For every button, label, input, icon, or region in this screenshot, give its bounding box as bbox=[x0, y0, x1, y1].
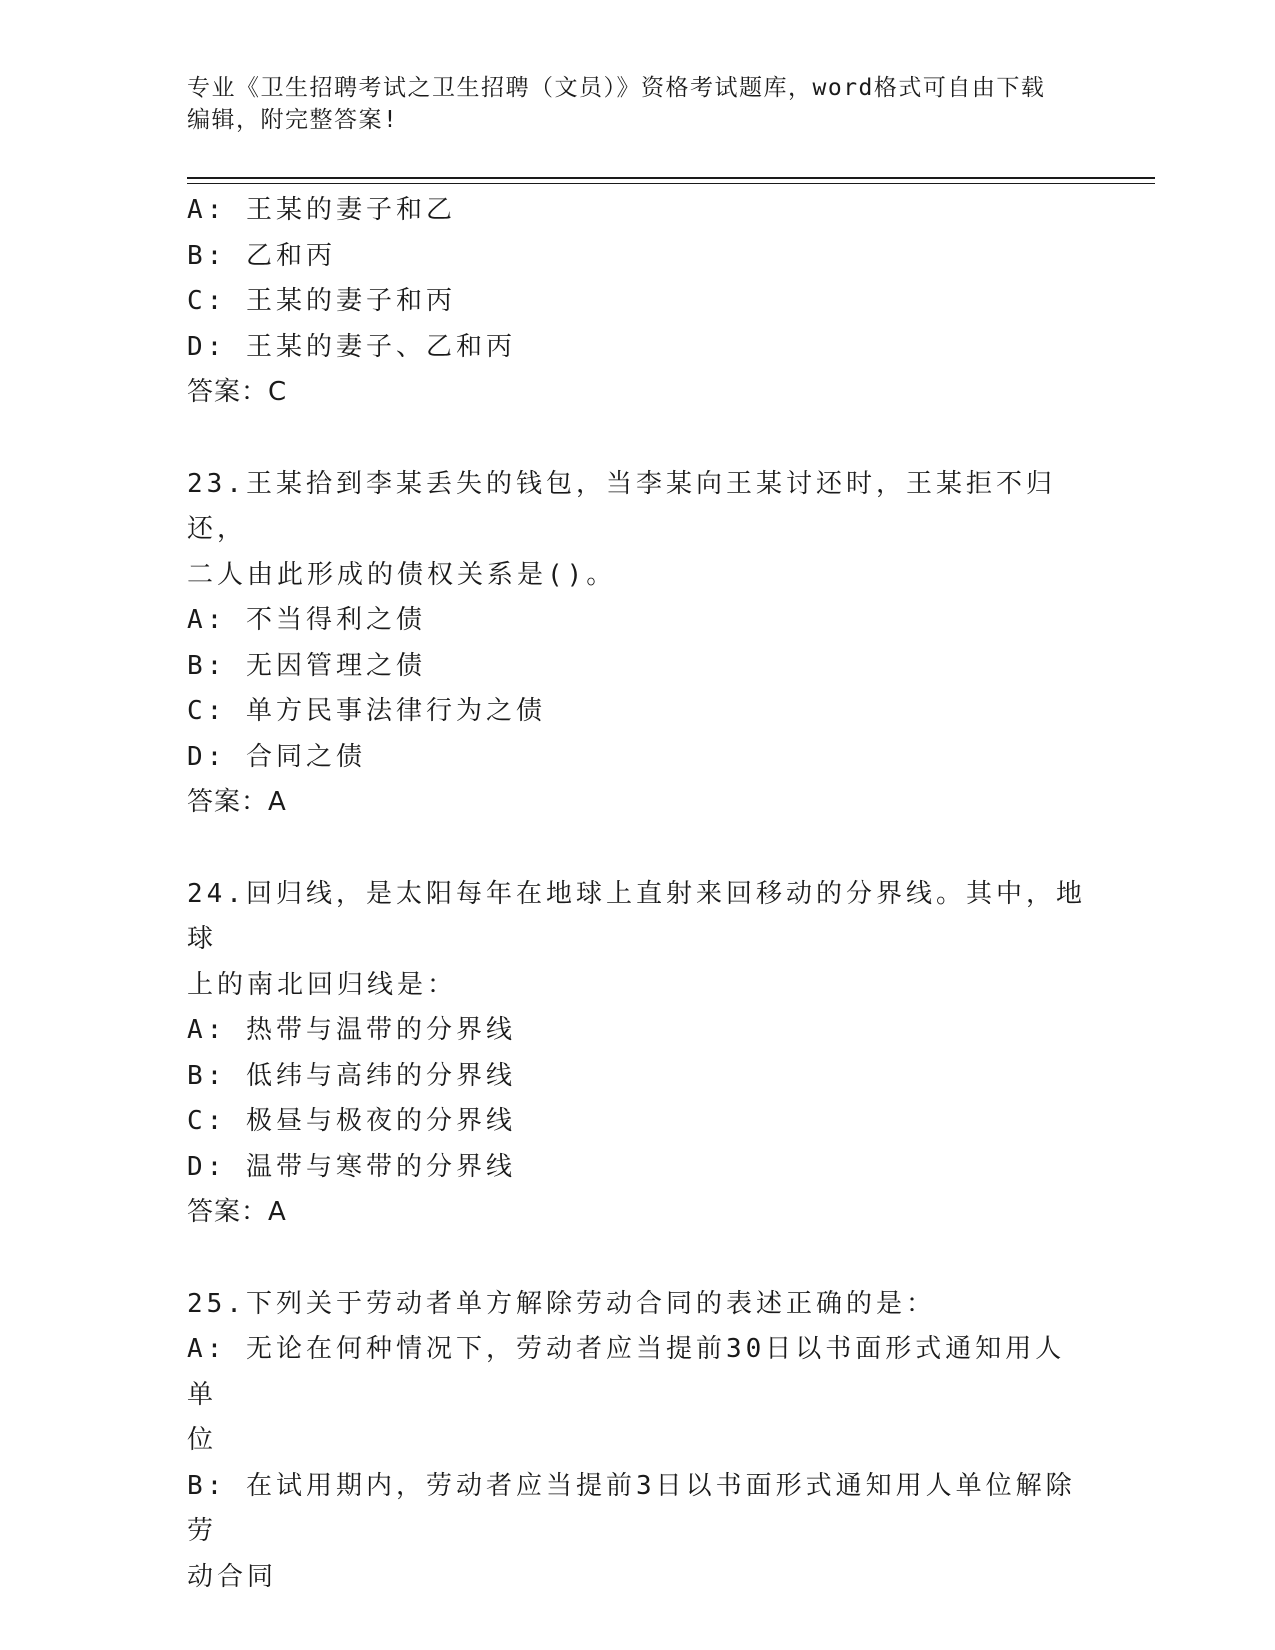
header-line-1: 专业《卫生招聘考试之卫生招聘（文员）》资格考试题库，word格式可自由下载 bbox=[187, 75, 1046, 101]
q24-option-d: D: 温带与寒带的分界线 bbox=[187, 1151, 516, 1182]
q23-stem-line-1: 23.王某拾到李某丢失的钱包，当李某向王某讨还时，王某拒不归还， bbox=[187, 468, 1056, 544]
header-rule-thin bbox=[187, 183, 1155, 184]
q23-option-a: A: 不当得利之债 bbox=[187, 605, 426, 635]
q23-answer: 答案：A bbox=[187, 787, 287, 817]
question-23-block bbox=[187, 462, 1087, 826]
q23-option-c: C: 单方民事法律行为之债 bbox=[187, 696, 546, 726]
question-22-block bbox=[187, 188, 1087, 416]
q24-option-c: C: 极昼与极夜的分界线 bbox=[187, 1106, 516, 1136]
question-25-block bbox=[187, 1282, 1087, 1601]
document-body bbox=[187, 188, 1087, 1600]
q25-option-a-line-2: 位 bbox=[187, 1425, 218, 1455]
q25-option-a-line-1: A: 无论在何种情况下，劳动者应当提前30日以书面形式通知用人单 bbox=[187, 1334, 1066, 1410]
document-header bbox=[187, 72, 1087, 136]
q22-option-d: D: 王某的妻子、乙和丙 bbox=[187, 331, 516, 362]
q23-option-b: B: 无因管理之债 bbox=[187, 650, 426, 681]
question-24-block bbox=[187, 872, 1087, 1236]
q24-option-a: A: 热带与温带的分界线 bbox=[187, 1015, 516, 1045]
q24-option-b: B: 低纬与高纬的分界线 bbox=[187, 1060, 516, 1091]
q22-option-a: A: 王某的妻子和乙 bbox=[187, 195, 456, 225]
q24-answer: 答案：A bbox=[187, 1197, 287, 1227]
q25-option-b-line-2: 动合同 bbox=[187, 1561, 278, 1592]
q22-option-c: C: 王某的妻子和丙 bbox=[187, 286, 456, 316]
q25-option-b-line-1: B: 在试用期内，劳动者应当提前3日以书面形式通知用人单位解除劳 bbox=[187, 1470, 1076, 1546]
q23-stem-line-2: 二人由此形成的债权关系是()。 bbox=[187, 559, 617, 590]
q22-option-b: B: 乙和丙 bbox=[187, 240, 336, 271]
q24-stem-line-2: 上的南北回归线是： bbox=[187, 969, 458, 1000]
q24-stem-line-1: 24.回归线，是太阳每年在地球上直射来回移动的分界线。其中，地球 bbox=[187, 878, 1086, 954]
q23-option-d: D: 合同之债 bbox=[187, 741, 366, 772]
q25-stem-line-1: 25.下列关于劳动者单方解除劳动合同的表述正确的是： bbox=[187, 1288, 936, 1319]
header-rule-thick bbox=[187, 177, 1155, 179]
q22-answer: 答案：C bbox=[187, 377, 288, 407]
header-line-2: 编辑，附完整答案! bbox=[187, 107, 399, 133]
